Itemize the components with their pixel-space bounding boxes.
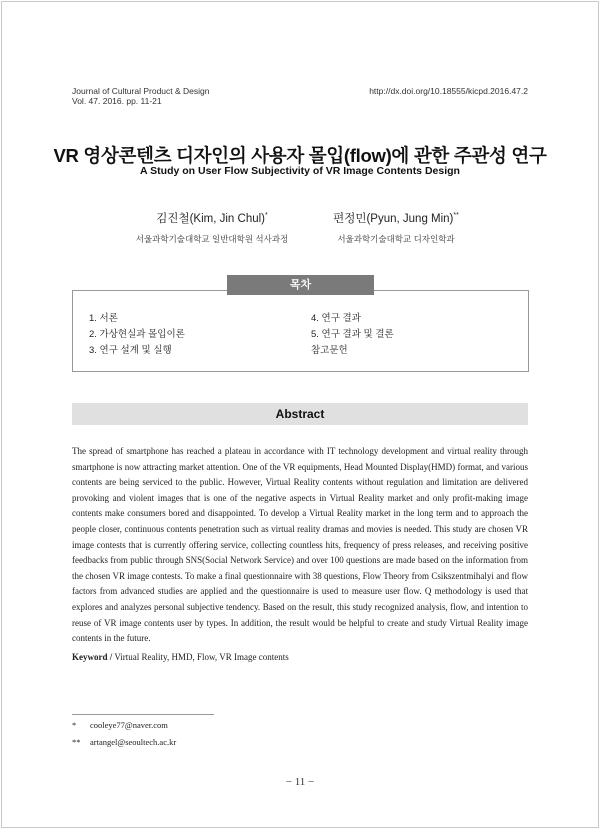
footnote-1 bbox=[72, 720, 168, 730]
toc-item: 3. 연구 설계 및 실행 bbox=[89, 345, 172, 356]
author-1 bbox=[112, 210, 312, 245]
author-2-mark: ** bbox=[453, 212, 459, 219]
footnote-1-email: cooleye77@naver.com bbox=[90, 720, 168, 730]
keyword-values: Virtual Reality, HMD, Flow, VR Image contents bbox=[114, 652, 289, 662]
footnote-2 bbox=[72, 737, 176, 747]
author-2 bbox=[296, 210, 496, 245]
footnote-divider bbox=[72, 714, 214, 715]
title-korean: VR 영상콘텐츠 디자인의 사용자 몰입(flow)에 관한 주관성 연구 bbox=[53, 145, 547, 166]
toc-right-column bbox=[311, 311, 394, 359]
toc-item: 5. 연구 결과 및 결론 bbox=[311, 329, 394, 340]
author-2-name: 편정민(Pyun, Jung Min)** bbox=[333, 212, 459, 225]
abstract-body: The spread of smartphone has reached a plateau in accordance with IT technology development and virtual reality through smartphone is now attracting market attention. One of the VR equipments, Head Mounted Display(HMD) format, and various contents are being serviced to the public. However, Virtual Reality contents without regulation and limitation are delivered provoking and violent images that is one of the negative aspects in Virtual Reality market and only profit-making image contents make consumers bored and disappointed. To develop a Virtual Reality market in the long term and to approach the people closer, continuous contents penetration such as virtual reality dramas and movies is needed. This study are chosen VR image contests that is currently offering service, collecting countless hits, frequency of press releases, and receiving positive feedbacks from public through SNS(Social Network Service) and over 100 questions are made based on the information from the chosen VR image contests. To make a final questionnaire with 38 questions, Flow Theory from Csikszentmihalyi and flow factors from advanced studies are applied and the questionnaire is used to measure user flow. Q methodology is used that explores and analyzes personal subjective tendency. Based on the result, this study recognized analysis, flow, and intention to reuse of VR image contents user by types. In addition, the result would be helpful to create and study Virtual Reality image contents in the future. bbox=[72, 446, 528, 644]
toc-item: 1. 서론 bbox=[89, 313, 118, 324]
title-english: A Study on User Flow Subjectivity of VR Image Contents Design bbox=[140, 165, 460, 177]
journal-info bbox=[72, 86, 210, 106]
footnote-2-mark: ** bbox=[72, 737, 81, 747]
keyword-line bbox=[72, 652, 528, 662]
toc-heading: 목차 bbox=[227, 275, 374, 295]
toc-item: 2. 가상현실과 몰입이론 bbox=[89, 329, 185, 340]
keyword-label: Keyword / bbox=[72, 652, 113, 662]
author-1-affiliation: 서울과학기술대학교 일반대학원 석사과정 bbox=[135, 234, 289, 244]
footnote-2-email: artangel@seoultech.ac.kr bbox=[90, 737, 177, 747]
toc-item: 4. 연구 결과 bbox=[311, 313, 361, 324]
journal-volume: Vol. 47. 2016. pp. 11-21 bbox=[72, 96, 162, 106]
author-1-name: 김진철(Kim, Jin Chul)* bbox=[156, 212, 268, 225]
footnote-1-mark: * bbox=[72, 720, 77, 730]
toc-left-column bbox=[89, 311, 185, 359]
doi-link[interactable]: http://dx.doi.org/10.18555/kicpd.2016.47.2 bbox=[369, 86, 528, 96]
abstract-heading: Abstract bbox=[72, 403, 528, 425]
journal-name: Journal of Cultural Product & Design bbox=[72, 86, 210, 96]
page-number: − 11 − bbox=[285, 776, 315, 788]
toc-item: 참고문헌 bbox=[311, 345, 348, 356]
author-2-affiliation: 서울과학기술대학교 디자인학과 bbox=[337, 234, 455, 244]
author-1-mark: * bbox=[265, 212, 268, 219]
